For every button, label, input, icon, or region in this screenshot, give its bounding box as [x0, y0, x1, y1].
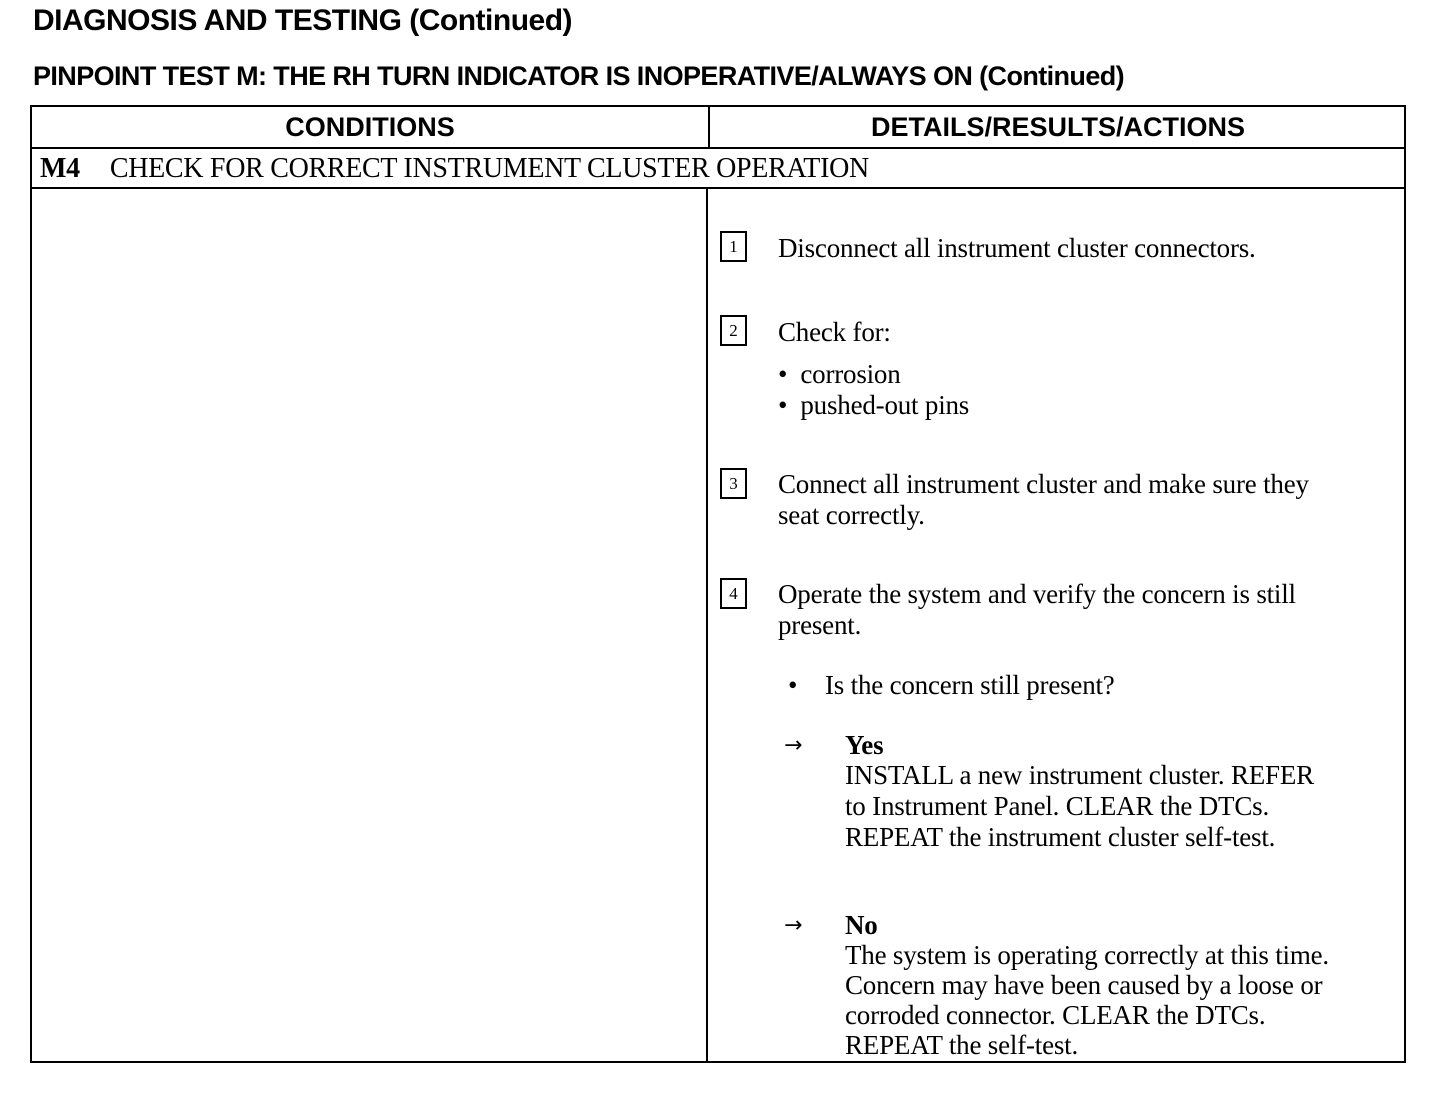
arrow-right-icon: → — [784, 913, 803, 938]
header-divider — [32, 147, 1404, 149]
conditions-cell — [32, 189, 706, 1063]
question-bullet: • — [788, 670, 798, 700]
answer-yes-text: to Instrument Panel. CLEAR the DTCs. — [845, 791, 1270, 821]
question-text: Is the concern still present? — [825, 670, 1115, 700]
details-cell — [708, 189, 1406, 1063]
action-number-box: 2 — [720, 315, 747, 346]
action-text: Operate the system and verify the concern is still — [778, 579, 1296, 609]
step-heading — [40, 151, 869, 187]
step-id: M4 — [40, 153, 80, 184]
list-item: • pushed-out pins — [778, 390, 970, 420]
action-number-box: 3 — [720, 468, 747, 499]
answer-no-text: corroded connector. CLEAR the DTCs. — [845, 1000, 1266, 1030]
action-text: present. — [778, 610, 862, 640]
action-text: Connect all instrument cluster and make sure they — [778, 469, 1309, 499]
answer-yes-text: REPEAT the instrument cluster self-test. — [845, 822, 1276, 852]
action-number-box: 4 — [720, 578, 747, 609]
answer-no-text: The system is operating correctly at this time. — [845, 940, 1329, 970]
page-title: DIAGNOSIS AND TESTING (Continued) — [33, 4, 573, 37]
conditions-column-header: CONDITIONS — [285, 112, 455, 142]
answer-no-text: Concern may have been caused by a loose or — [845, 970, 1323, 1000]
arrow-right-icon: → — [784, 733, 803, 758]
action-text: seat correctly. — [778, 500, 925, 530]
answer-no-label: No — [845, 910, 878, 940]
action-number-box: 1 — [720, 231, 747, 262]
list-item: • corrosion — [778, 359, 901, 389]
pinpoint-test-title: PINPOINT TEST M: THE RH TURN INDICATOR IS INOPERATIVE/ALWAYS ON (Continued) — [33, 61, 1125, 91]
pinpoint-test-table — [30, 105, 1406, 1063]
answer-yes-label: Yes — [845, 730, 884, 760]
action-text: Check for: — [778, 317, 891, 347]
action-text: Disconnect all instrument cluster connectors. — [778, 233, 1256, 263]
details-column-header: DETAILS/RESULTS/ACTIONS — [870, 112, 1245, 142]
answer-no-text: REPEAT the self-test. — [845, 1030, 1079, 1060]
step-title: CHECK FOR CORRECT INSTRUMENT CLUSTER OPERATION — [109, 153, 869, 184]
answer-yes-text: INSTALL a new instrument cluster. REFER — [845, 760, 1314, 790]
